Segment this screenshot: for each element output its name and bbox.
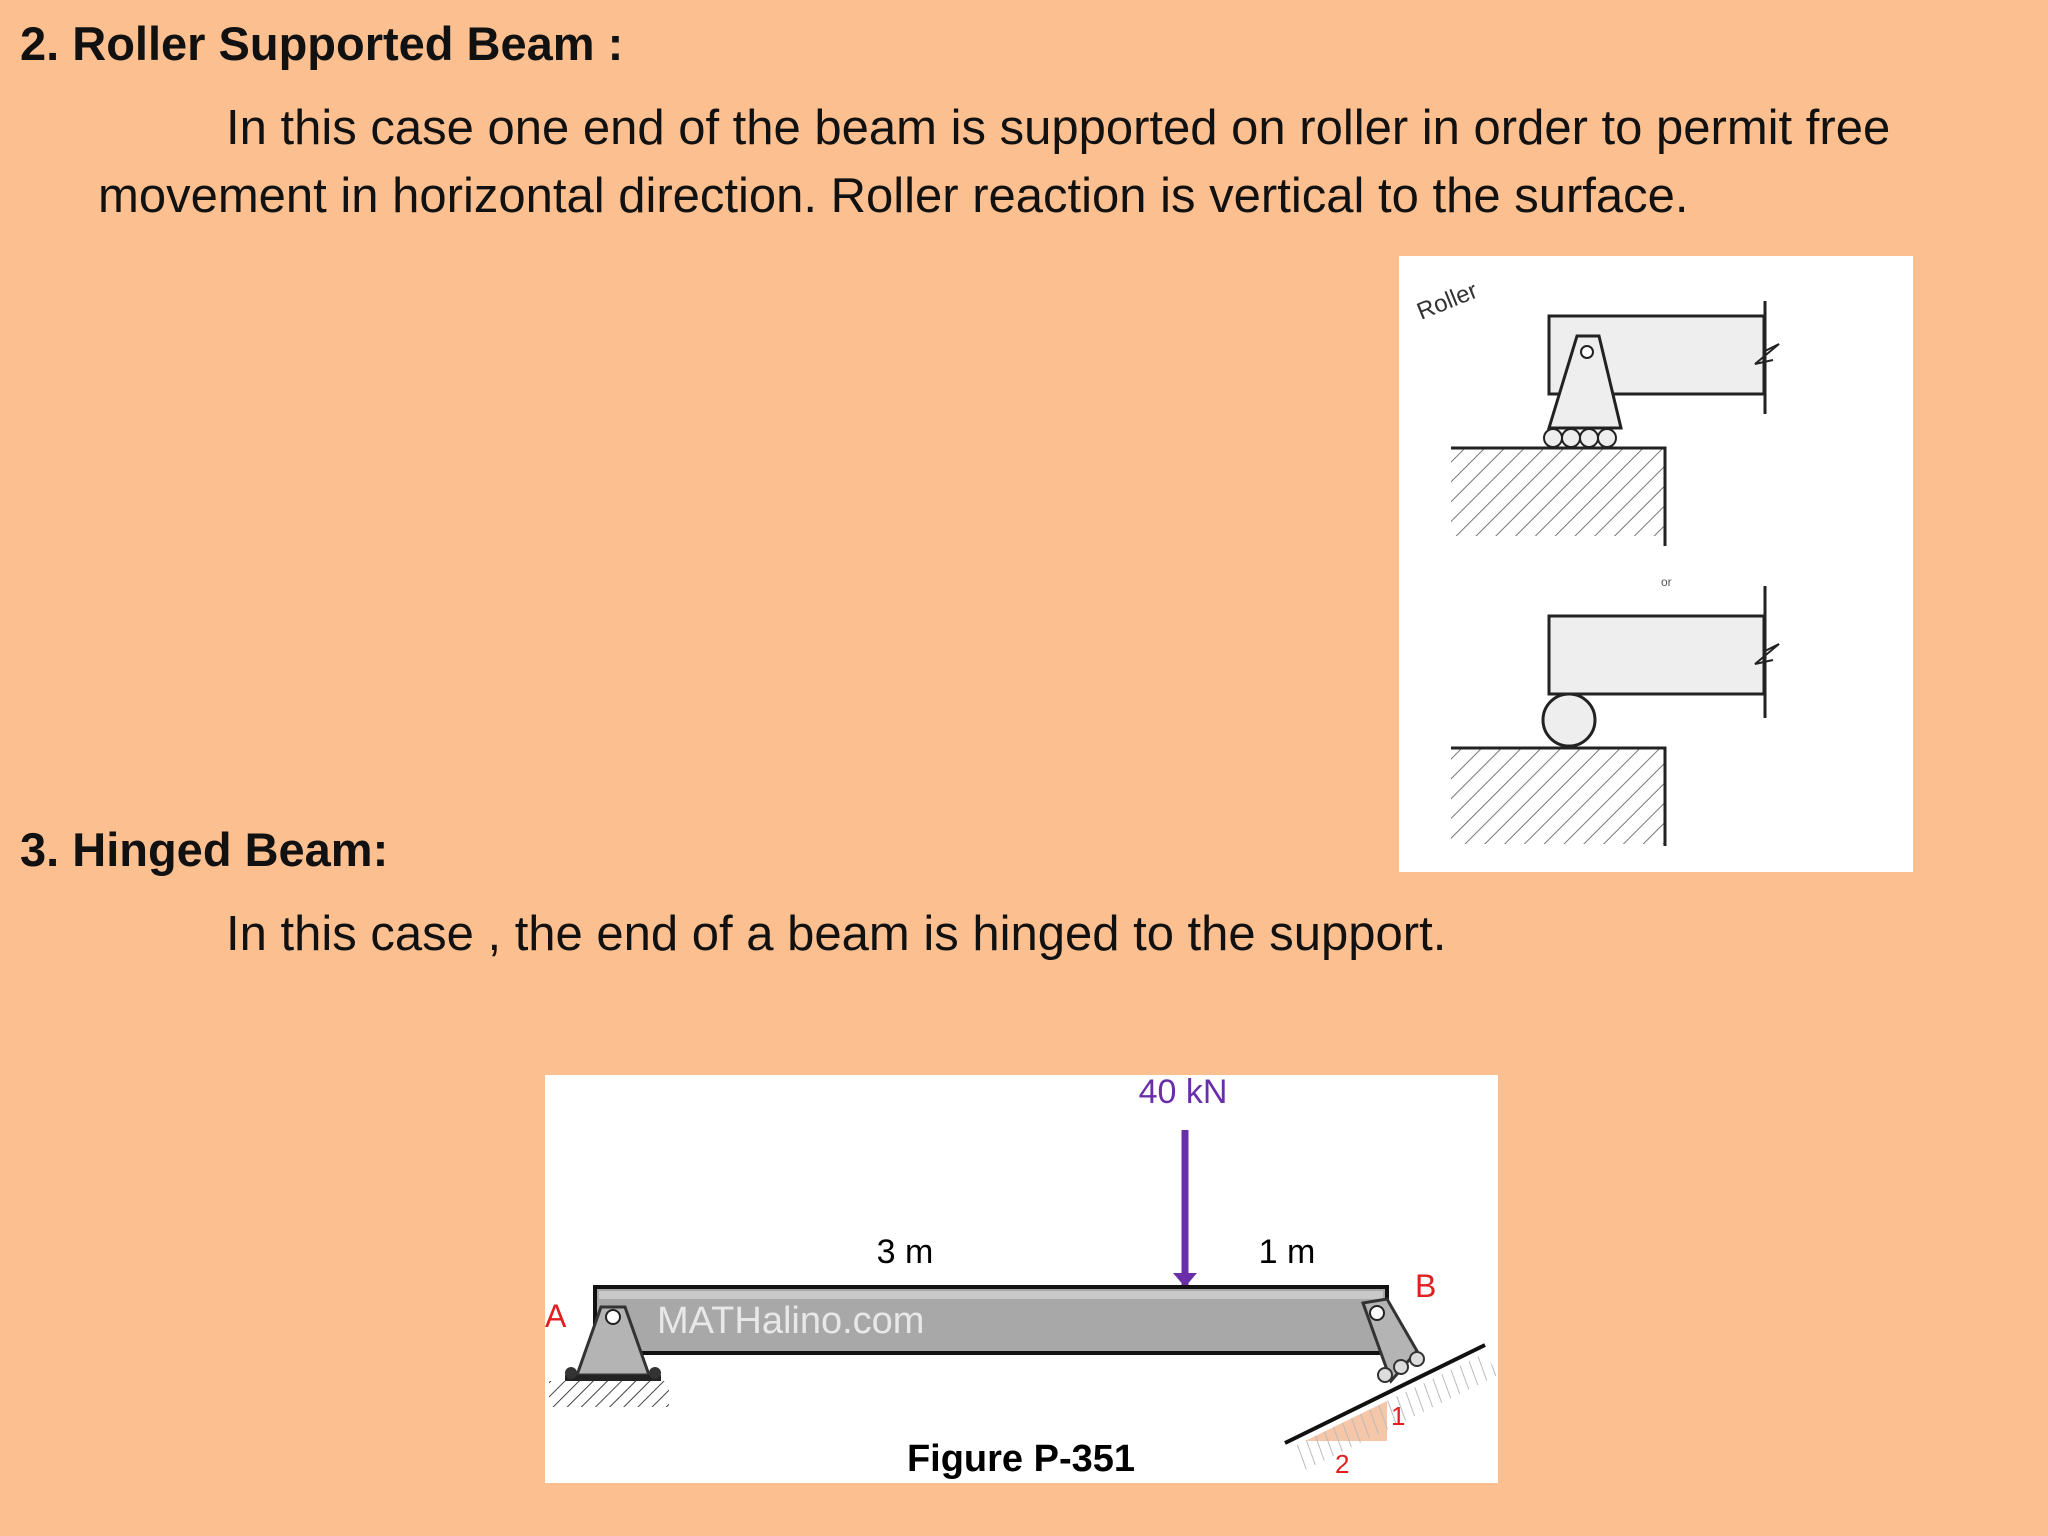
dim-left-label: 3 m xyxy=(876,1233,934,1271)
ground-hatch-a xyxy=(549,1381,669,1407)
roller-wheel-icon xyxy=(1598,429,1616,447)
watermark-text: MATHalino.com xyxy=(657,1300,925,1342)
dim-right-label: 1 m xyxy=(1258,1233,1316,1271)
pin-icon xyxy=(1370,1306,1384,1320)
beam-highlight xyxy=(599,1291,1383,1299)
roller-support-figure xyxy=(1399,256,1913,872)
section-paragraph-roller-line1: In this case one end of the beam is supported on roller in order to permit free xyxy=(226,101,1891,155)
roller-label: Roller xyxy=(1413,277,1482,326)
slope-rise-label: 1 xyxy=(1391,1401,1406,1431)
or-label: or xyxy=(1661,575,1672,589)
point-a-label: A xyxy=(545,1298,567,1334)
pin-icon xyxy=(606,1310,620,1324)
ground-hatch-bottom xyxy=(1451,748,1665,844)
ground-hatch-top xyxy=(1451,448,1665,536)
point-b-label: B xyxy=(1415,1268,1437,1304)
pin-icon xyxy=(1581,346,1593,358)
bolt-icon xyxy=(565,1367,577,1379)
roller-support-diagram xyxy=(1399,256,1913,872)
slope-run-label: 2 xyxy=(1335,1449,1350,1479)
roller-wheel-icon xyxy=(1580,429,1598,447)
roller-wheel-icon xyxy=(1543,694,1595,746)
load-arrow-head-icon xyxy=(1173,1273,1197,1287)
roller-wheel-icon xyxy=(1562,429,1580,447)
bolt-icon xyxy=(649,1367,661,1379)
section-paragraph-roller-line2: movement in horizontal direction. Roller reaction is vertical to the surface. xyxy=(98,169,1689,223)
section-paragraph-hinged: In this case , the end of a beam is hinged to the support. xyxy=(226,907,1447,961)
beam-problem-diagram xyxy=(545,1075,1498,1483)
roller-wheel-icon xyxy=(1378,1368,1392,1382)
section-heading-hinged: 3. Hinged Beam: xyxy=(20,823,389,876)
section-heading-roller: 2. Roller Supported Beam : xyxy=(20,17,624,70)
roller-wheel-icon xyxy=(1410,1352,1424,1366)
beam-problem-figure xyxy=(545,1075,1498,1483)
beam-bottom xyxy=(1549,616,1764,694)
load-label: 40 kN xyxy=(1138,1075,1228,1111)
roller-wheel-icon xyxy=(1394,1360,1408,1374)
ground-line-a xyxy=(565,1375,661,1381)
roller-wheel-icon xyxy=(1544,429,1562,447)
figure-caption: Figure P-351 xyxy=(906,1438,1136,1480)
